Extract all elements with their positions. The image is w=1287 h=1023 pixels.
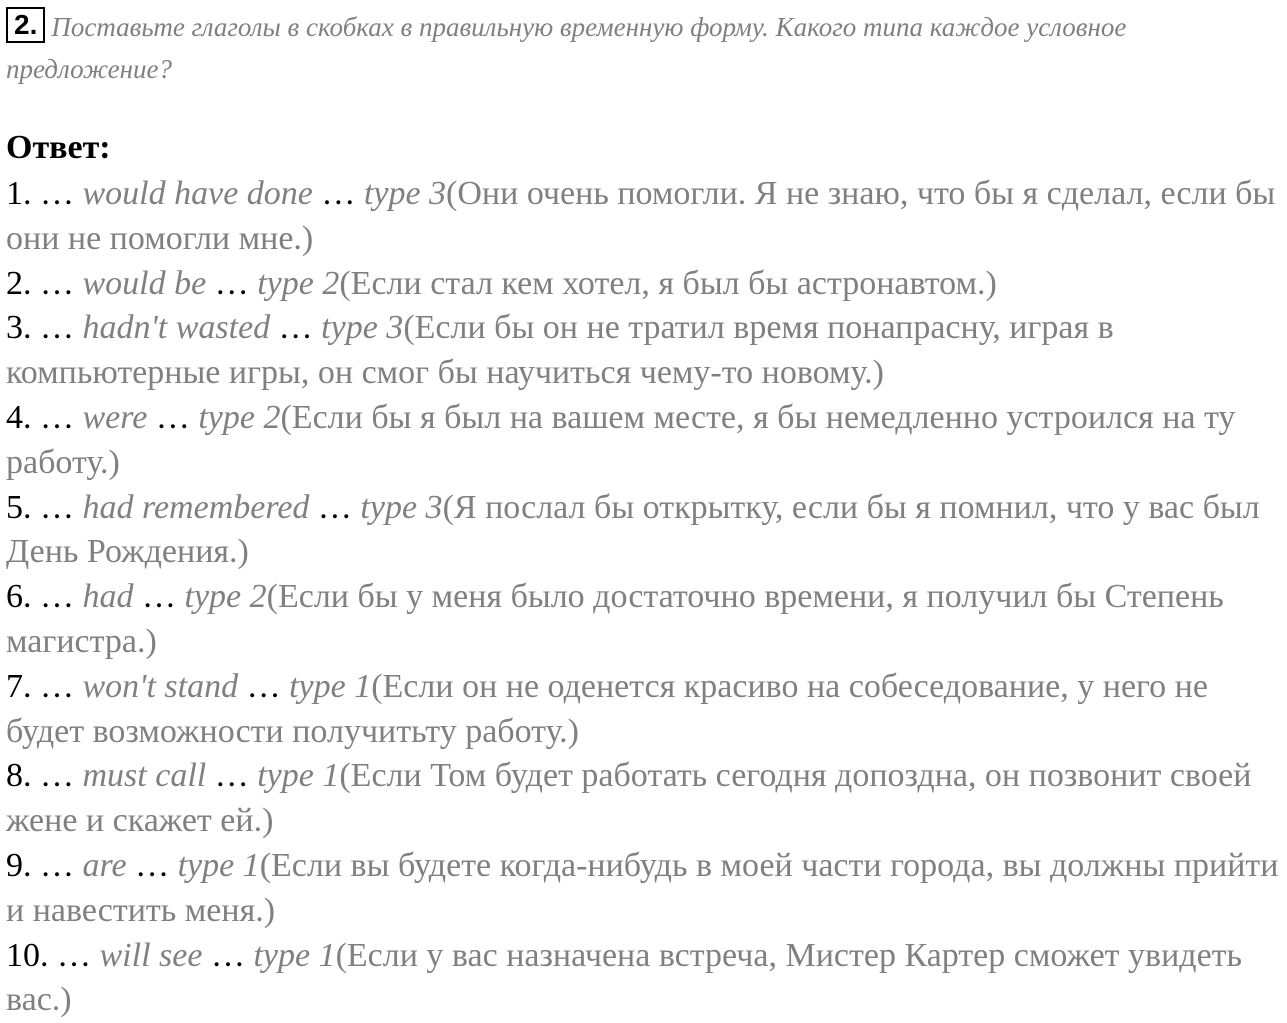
answer-verb-form: would have done (82, 175, 313, 212)
answer-number: 1. (6, 175, 32, 212)
ellipsis: … (135, 846, 170, 884)
answer-item (6, 934, 1286, 1023)
answer-number: 7. (6, 667, 32, 705)
answer-number: 2. (6, 264, 32, 302)
ellipsis: … (40, 398, 74, 436)
answer-translation: (Если он не оденется красиво на собеседование, у него не будет возможности получитьту работу.) (6, 667, 1208, 750)
ellipsis: … (246, 667, 281, 705)
task-instruction: Поставьте глаголы в скобках в правильную временную форму. Какого типа каждое условное предложение? (6, 12, 1127, 84)
conditional-type: type 3 (363, 175, 447, 212)
ellipsis: … (57, 936, 91, 974)
answer-number: 4. (6, 398, 32, 436)
answer-number: 3. (6, 309, 32, 347)
ellipsis: … (321, 175, 356, 212)
answer-translation: (Если бы у меня было достаточно времени, я получил бы Степень магистра.) (6, 578, 1224, 660)
ellipsis: … (40, 667, 74, 705)
ellipsis: … (40, 488, 74, 526)
answer-translation: (Они очень помогли. Я не знаю, что бы я сделал, если бы они не помогли мне.) (6, 175, 1276, 257)
answer-item (6, 396, 1286, 486)
answer-item (6, 844, 1286, 934)
conditional-type: type 2 (184, 578, 267, 616)
answer-item (6, 172, 1286, 262)
ellipsis: … (214, 264, 249, 302)
answer-list (6, 172, 1286, 1023)
answer-translation: (Я послал бы открытку, если бы я помнил, что у вас был День Рождения.) (6, 488, 1260, 571)
conditional-type: type 3 (321, 309, 404, 347)
answer-verb-form: had (82, 578, 134, 616)
ellipsis: … (40, 578, 74, 616)
answer-verb-form: would be (82, 264, 207, 302)
task-number-box: 2. (6, 7, 45, 43)
answer-verb-form: won't stand (82, 667, 239, 705)
ellipsis: … (40, 846, 74, 884)
ellipsis: … (40, 309, 74, 347)
answer-verb-form: were (82, 398, 148, 436)
ellipsis: … (40, 175, 74, 212)
answer-translation: (Если у вас назначена встреча, Мистер Картер сможет увидеть вас.) (6, 936, 1243, 1019)
answer-verb-form: had remembered (82, 488, 310, 526)
answer-item (6, 754, 1286, 844)
ellipsis: … (214, 757, 249, 795)
answer-item (6, 306, 1286, 396)
ellipsis: … (155, 398, 190, 436)
answer-number: 9. (6, 846, 32, 884)
ellipsis: … (40, 264, 74, 302)
answer-item (6, 665, 1286, 755)
answer-number: 6. (6, 578, 32, 616)
ellipsis: … (210, 936, 245, 974)
conditional-type: type 2 (257, 264, 340, 302)
conditional-type: type 1 (253, 936, 336, 974)
conditional-type: type 1 (289, 667, 372, 705)
answer-item (6, 486, 1286, 576)
answer-item (6, 575, 1286, 665)
conditional-type: type 2 (198, 398, 281, 436)
answer-translation: (Если стал кем хотел, я был бы астронавтом.) (339, 264, 997, 302)
answer-translation: (Если Том будет работать сегодня допоздна, он позвонит своей жене и скажет ей.) (6, 757, 1252, 840)
answer-verb-form: must call (82, 757, 207, 795)
answer-verb-form: will see (99, 936, 203, 974)
conditional-type: type 1 (257, 757, 340, 795)
answer-heading: Ответ: (6, 129, 111, 166)
ellipsis: … (142, 578, 176, 616)
ellipsis: … (278, 309, 313, 347)
ellipsis: … (40, 757, 74, 795)
answer-number: 5. (6, 488, 32, 526)
answer-verb-form: hadn't wasted (82, 309, 271, 347)
answer-item (6, 262, 1286, 307)
answer-translation: (Если бы он не тратил время понапрасну, играя в компьютерные игры, он смог бы научиться чему-то новому.) (6, 309, 1114, 392)
answer-translation: (Если вы будете когда-нибудь в моей части города, вы должны прийти и навестить меня.) (6, 846, 1279, 929)
conditional-type: type 1 (177, 846, 260, 884)
answer-verb-form: are (82, 846, 127, 884)
task-header (6, 6, 1281, 90)
ellipsis: … (317, 488, 352, 526)
conditional-type: type 3 (360, 488, 443, 526)
answer-translation: (Если бы я был на вашем месте, я бы немедленно устроился на ту работу.) (6, 398, 1236, 481)
answer-number: 8. (6, 757, 32, 795)
answer-number: 10. (6, 936, 49, 974)
